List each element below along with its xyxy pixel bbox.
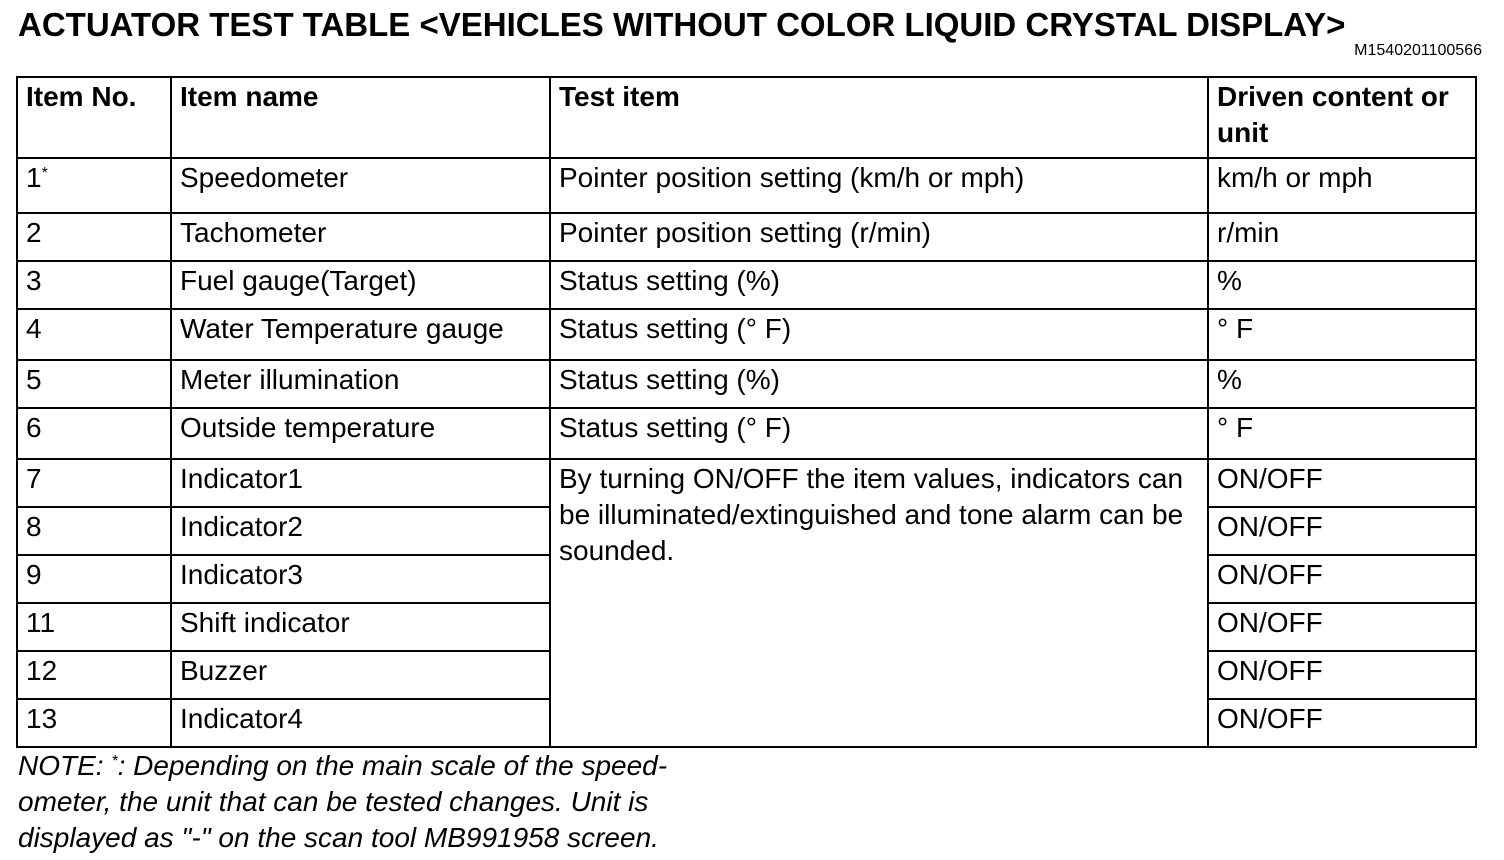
unit-cell: ON/OFF [1208, 555, 1476, 603]
item-name-cell: Indicator4 [171, 699, 550, 747]
item-no-cell: 6 [17, 408, 171, 459]
item-no-cell: 5 [17, 360, 171, 408]
item-no-cell: 2 [17, 213, 171, 261]
note-text: : Depending on the main scale of the speed-ometer, the unit that can be tested changes. Unit is displayed as "-" on the scan tool MB991958 screen. [18, 750, 668, 853]
unit-cell: % [1208, 360, 1476, 408]
item-no-cell: 8 [17, 507, 171, 555]
header-item-name: Item name [171, 77, 550, 158]
table-row [17, 261, 1476, 309]
unit-cell: ON/OFF [1208, 507, 1476, 555]
unit-cell: ° F [1208, 408, 1476, 459]
item-name-cell: Speedometer [171, 158, 550, 213]
table-header-row [17, 77, 1476, 158]
table-row [17, 158, 1476, 213]
item-no-cell: 3 [17, 261, 171, 309]
item-name-cell: Shift indicator [171, 603, 550, 651]
item-name-cell: Water Temperature gauge [171, 309, 550, 360]
header-test-item: Test item [550, 77, 1208, 158]
item-name-cell: Indicator2 [171, 507, 550, 555]
item-name-cell: Tachometer [171, 213, 550, 261]
test-item-cell: Status setting (%) [550, 360, 1208, 408]
footnote [18, 748, 758, 856]
footnote-marker: * [111, 753, 118, 770]
header-item-no: Item No. [17, 77, 171, 158]
note-prefix: NOTE: [18, 750, 112, 781]
page-title: ACTUATOR TEST TABLE <VEHICLES WITHOUT COLOR LIQUID CRYSTAL DISPLAY> [18, 6, 1346, 43]
table-row [17, 408, 1476, 459]
item-no-cell: 9 [17, 555, 171, 603]
item-no-cell: 4 [17, 309, 171, 360]
item-no-cell: 13 [17, 699, 171, 747]
table-row [17, 309, 1476, 360]
header-driven-content: Driven content or unit [1208, 77, 1476, 158]
merged-test-item-cell: By turning ON/OFF the item values, indicators can be illuminated/extinguished and tone alarm can be sounded. [550, 459, 1208, 747]
item-name-cell: Meter illumination [171, 360, 550, 408]
item-no-cell: 7 [17, 459, 171, 507]
item-name-cell: Indicator1 [171, 459, 550, 507]
unit-cell: km/h or mph [1208, 158, 1476, 213]
table-row [17, 459, 1476, 507]
unit-cell: ° F [1208, 309, 1476, 360]
test-item-cell: Status setting (° F) [550, 309, 1208, 360]
test-item-cell: Status setting (° F) [550, 408, 1208, 459]
item-name-cell: Outside temperature [171, 408, 550, 459]
unit-cell: ON/OFF [1208, 603, 1476, 651]
test-item-cell: Pointer position setting (km/h or mph) [550, 158, 1208, 213]
unit-cell: ON/OFF [1208, 651, 1476, 699]
table-row [17, 360, 1476, 408]
unit-cell: ON/OFF [1208, 699, 1476, 747]
item-no-cell [17, 158, 171, 213]
unit-cell: % [1208, 261, 1476, 309]
item-no-cell: 11 [17, 603, 171, 651]
footnote-marker: * [41, 165, 48, 182]
item-name-cell: Buzzer [171, 651, 550, 699]
item-name-cell: Indicator3 [171, 555, 550, 603]
item-no-cell: 12 [17, 651, 171, 699]
actuator-test-table [16, 76, 1477, 748]
test-item-cell: Pointer position setting (r/min) [550, 213, 1208, 261]
item-no: 1 [26, 162, 42, 193]
item-name-cell: Fuel gauge(Target) [171, 261, 550, 309]
test-item-cell: Status setting (%) [550, 261, 1208, 309]
unit-cell: r/min [1208, 213, 1476, 261]
table-row [17, 213, 1476, 261]
document-id: M1540201100566 [1354, 42, 1482, 59]
unit-cell: ON/OFF [1208, 459, 1476, 507]
